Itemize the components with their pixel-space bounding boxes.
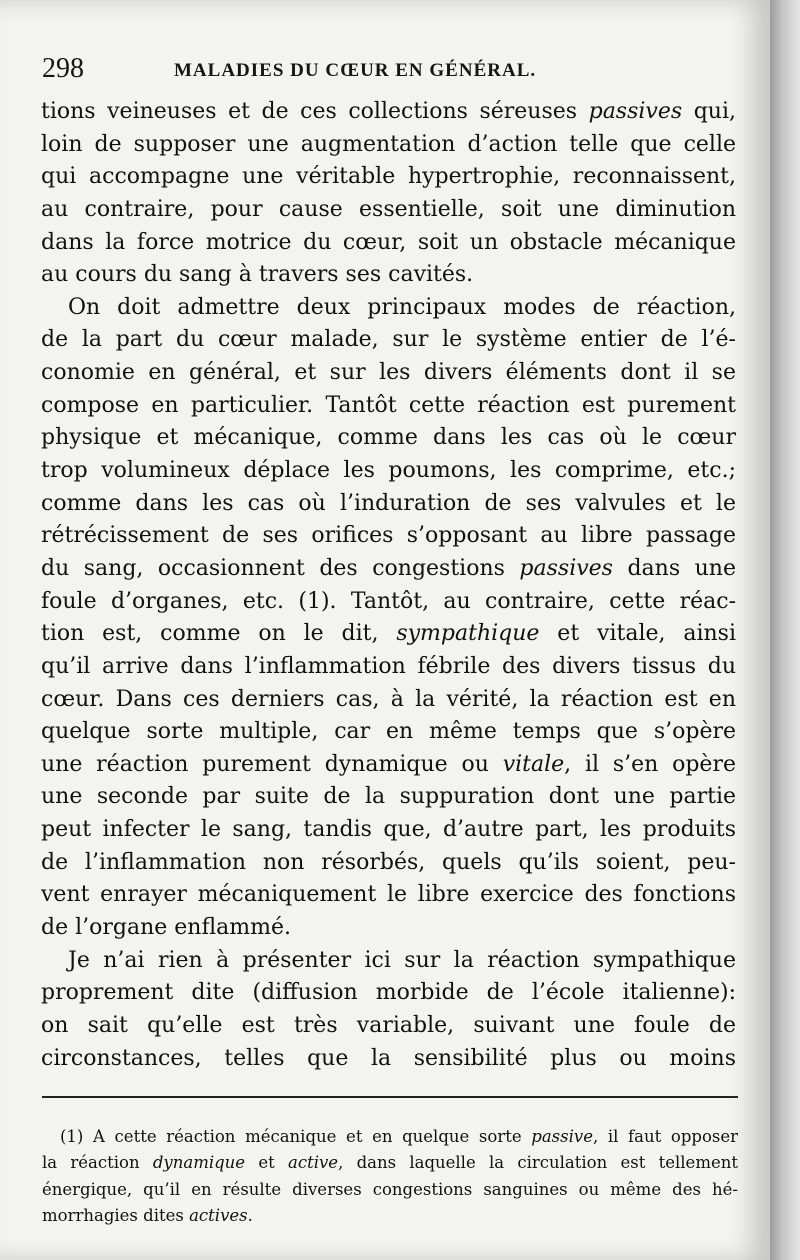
book-gutter-edge bbox=[770, 0, 800, 1260]
text-line: une seconde par suite de la suppuration dont une partie bbox=[41, 784, 736, 810]
text-line: trop volumineux déplace les poumons, les comprime, etc.; bbox=[41, 458, 736, 484]
text-line: cœur. Dans ces derniers cas, à la vérité, la réaction est en bbox=[41, 686, 736, 712]
text-line: compose en particulier. Tantôt cette réaction est purement bbox=[41, 392, 736, 418]
text-line: loin de supposer une augmentation d’action telle que celle bbox=[41, 131, 736, 157]
footnote-line: (1) A cette réaction mécanique et en quelque sorte passive, il faut opposer bbox=[60, 1127, 738, 1146]
text-line: rétrécissement de ses orifices s’opposant au libre passage bbox=[41, 523, 736, 549]
running-head: MALADIES DU CŒUR EN GÉNÉRAL. bbox=[174, 60, 537, 81]
text-line: de la part du cœur malade, sur le système entier de l’é- bbox=[41, 327, 736, 353]
text-line: de l’organe enflammé. bbox=[41, 915, 291, 941]
text-line: On doit admettre deux principaux modes de réaction, bbox=[68, 294, 736, 320]
footnote-line: morrhagies dites actives. bbox=[42, 1205, 253, 1225]
text-line: Je n’ai rien à présenter ici sur la réaction sympathique bbox=[68, 947, 736, 973]
text-line: physique et mécanique, comme dans les cas où le cœur bbox=[41, 425, 736, 451]
footnote-line: énergique, qu’il en résulte diverses congestions sanguines ou même des hé- bbox=[42, 1179, 738, 1199]
page-number: 298 bbox=[42, 53, 84, 84]
text-line: quelque sorte multiple, car en même temps que s’opère bbox=[41, 719, 736, 745]
text-line: foule d’organes, etc. (1). Tantôt, au contraire, cette réac- bbox=[41, 588, 736, 614]
page-header bbox=[42, 52, 738, 86]
footnote-line: la réaction dynamique et active, dans laquelle la circulation est tellement bbox=[42, 1153, 738, 1173]
text-line: dans la force motrice du cœur, soit un obstacle mécanique bbox=[41, 229, 736, 255]
text-line: vent enrayer mécaniquement le libre exercice des fonctions bbox=[41, 882, 736, 908]
text-line: au cours du sang à travers ses cavités. bbox=[41, 262, 474, 288]
footnotes bbox=[42, 1124, 738, 1229]
text-line: qu’il arrive dans l’inflammation fébrile des divers tissus du bbox=[41, 653, 736, 679]
text-line: du sang, occasionnent des congestions passives dans une bbox=[41, 555, 736, 581]
text-line: une réaction purement dynamique ou vitale, il s’en opère bbox=[41, 751, 736, 777]
text-line: comme dans les cas où l’induration de ses valvules et le bbox=[41, 490, 736, 516]
text-line: circonstances, telles que la sensibilité plus ou moins bbox=[41, 1045, 736, 1071]
text-line: peut infecter le sang, tandis que, d’autre part, les produits bbox=[41, 817, 736, 843]
footnote-divider bbox=[42, 1096, 738, 1098]
text-line: tion est, comme on le dit, sympathique et vitale, ainsi bbox=[41, 621, 736, 647]
body-text bbox=[41, 96, 736, 1075]
text-line: tions veineuses et de ces collections séreuses passives qui, bbox=[41, 99, 736, 124]
text-line: de l’inflammation non résorbés, quels qu’ils soient, peu- bbox=[41, 849, 736, 875]
text-line: au contraire, pour cause essentielle, soit une diminution bbox=[41, 196, 736, 222]
text-line: on sait qu’elle est très variable, suivant une foule de bbox=[41, 1012, 736, 1038]
text-line: proprement dite (diffusion morbide de l’école italienne): bbox=[41, 980, 736, 1006]
text-line: conomie en général, et sur les divers éléments dont il se bbox=[41, 360, 736, 386]
text-line: qui accompagne une véritable hypertrophie, reconnaissent, bbox=[41, 164, 736, 190]
